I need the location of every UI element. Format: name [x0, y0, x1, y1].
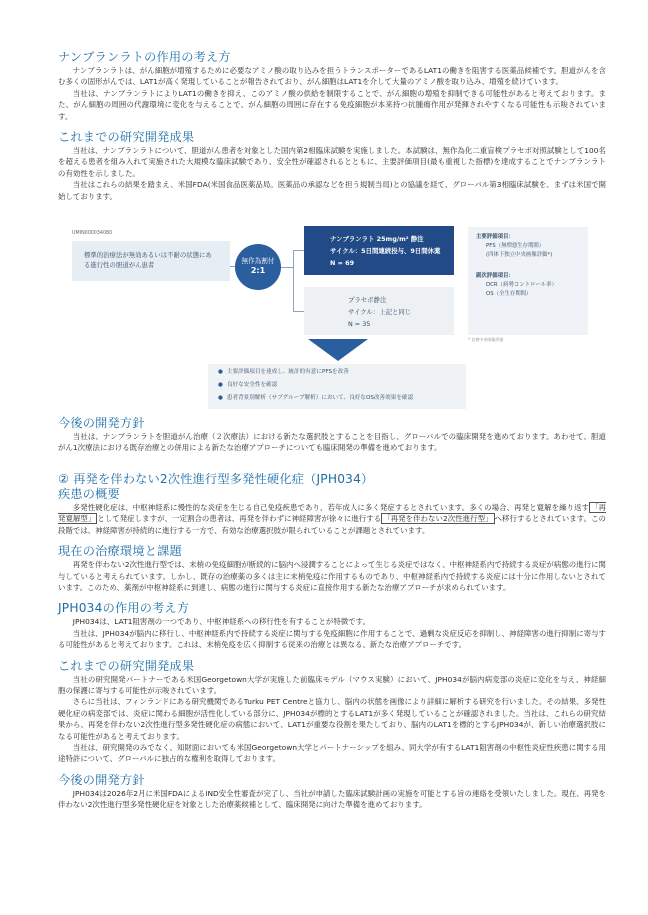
- result-item: ● 主要評価項目を達成し、統計的有意にPFSを改善: [218, 369, 349, 376]
- paragraph: さらに当社は、フィンランドにある研究機関であるTurku PET Centreと協力し、脳内の状態を画像により詳細に解析する研究を行いました。その結果、多発性硬化症の病変部では、炎症に関わる細胞が活性化している部分に、JPH034が標的とするLAT1が多く発現していることが確認されました。当社は、これらの研究結果から、再発を伴わない2次性進行型多発性硬化症の病態において、LAT1が重要な役割を果たしており、脳内のLAT1を標的とするJPH034が、新しい治療選択肢になる可能性があると考えております。: [58, 697, 606, 741]
- paragraph: 当社は、研究開発のみでなく、知財面においても米国Georgetown大学とパートナーシップを組み、同大学が有するLAT1阻害剤の中枢性炎症性疾患に関する用途特許について、グローバルに独占的な権利を取得しております。: [58, 742, 606, 764]
- randomization-ratio: 2:1: [250, 266, 266, 276]
- section-title-jph034-plan: 今後の開発方針: [58, 772, 145, 787]
- section-title-nanbranrat-results: これまでの研究開発成果: [58, 130, 195, 145]
- text: として発症しますが、一定割合の患者は、再発を伴わずに神経障害が徐々に進行する: [97, 514, 382, 524]
- result-item: ● 良好な安全性を確認: [218, 382, 278, 389]
- results-box: [208, 364, 466, 409]
- arm-n: N = 35: [348, 320, 371, 329]
- arm-cycle: サイクル：5日間連続投与、9日間休薬: [330, 247, 441, 256]
- section-title-disease-overview: 疾患の概要: [58, 486, 120, 501]
- trial-design-diagram: [58, 207, 606, 410]
- patient-population-box: 標準的治療法が無効あるいは不耐の状態にある進行性の胆道がん患者: [72, 241, 230, 281]
- trial-id: UMIN000034080: [72, 231, 113, 237]
- section-title-jph034-mechanism: JPH034の作用の考え方: [58, 601, 190, 616]
- result-text: 良好な安全性を確認: [226, 382, 278, 389]
- secondary-endpoint-item: DCR（病勢コントロール率）: [486, 282, 557, 289]
- paragraph: JPH034は2026年2月に米国FDAによるIND安全性審査が完了し、当社が申請した臨床試験計画の実施を可能とする旨の連絡を受領いたしました。現在、再発を伴わない2次性進行型多発性硬化症を対象とした治療薬候補として、臨床開発に向けた準備を進めております。: [58, 788, 606, 810]
- text: 多発性硬化症は、中枢神経系に慢性的な炎症を生じる自己免疫疾患であり、若年成人に多く発症するとされています。多くの場合、再発と寛解を繰り返す: [72, 502, 590, 512]
- paragraph: 当社は、ナンブランラトによりLAT1の働きを抑え、このアミノ酸の供給を制限することで、がん細胞の増殖を抑制できる可能性があると考えております。また、がん細胞の周囲の代謝環境に変化を与えることで、がん細胞の周囲に存在する免疫細胞が本来持つ抗腫瘍作用が発揮されやすくなる可能性も示唆されています。: [58, 88, 606, 121]
- paragraph: 当社はこれらの結果を踏まえ、米国FDA(米国食品医薬品局。医薬品の承認などを担う規制当局)との協議を経て、グローバル第3相臨床試験を、まずは米国で開始しております。: [58, 180, 606, 201]
- secondary-endpoint-item: OS（全生存期間）: [486, 291, 532, 298]
- primary-endpoint-title: 主要評価項目：: [476, 234, 514, 241]
- paragraph: [58, 502, 606, 536]
- section-title-treatment-environment: 現在の治療環境と課題: [58, 544, 182, 559]
- placebo-arm-box: [304, 287, 454, 335]
- result-text: 主要評価項目を達成し、統計的有意にPFSを改善: [226, 369, 349, 376]
- secondary-endpoint-title: 副次評価項目：: [476, 273, 514, 280]
- primary-endpoint-item: (四体下独立中央画像評価*): [486, 252, 553, 259]
- paragraph: 再発を伴わない2次性進行型では、末梢の免疫細胞が断続的に脳内へ浸潤することによって生じる炎症ではなく、中枢神経系内で持続する炎症が病態の進行に関与していると考えられています。しかし、既存の治療薬の多くは主に末梢免疫に作用するものであり、中枢神経系内で持続する炎症には十分に作用しないとされています。このため、薬剤が中枢神経系に到達し、病態の進行に関与する炎症に直接作用する新たな治療アプローチが求められています。: [58, 560, 606, 592]
- footnote: * 盲検中央画像評価: [468, 337, 504, 343]
- section-title-jph034: ② 再発を伴わない2次性進行型多発性硬化症（JPH034）: [58, 471, 374, 486]
- paragraph: ナンブランラトは、がん細胞が増殖するために必要なアミノ酸の取り込みを担うトランスポーターであるLAT1の働きを阻害する医薬品候補です。胆道がんを含む多くの固形がんでは、LAT1が高く発現していることが報告されており、がん細胞はLAT1を介して大量のアミノ酸を取り込み、増殖を続けています。: [58, 66, 606, 87]
- randomization-circle: [235, 244, 281, 290]
- document-page: [58, 50, 606, 811]
- paragraph: JPH034は、LAT1阻害剤の一つであり、中枢神経系への移行性を有することが特徴です。: [72, 617, 370, 627]
- result-text: 患者背景別解析（サブグループ解析）において、良好なOS改善効果を確認: [226, 395, 414, 402]
- randomization-label: 無作為割付: [241, 257, 275, 266]
- arm-dose: ナンブランラト 25mg/m² 静注: [330, 235, 424, 244]
- arm-dose: プラセボ静注: [348, 296, 387, 305]
- boxed-term: 「再発を伴わない2次性進行型」: [383, 514, 493, 524]
- treatment-arm-box: [304, 226, 454, 275]
- paragraph: 当社は、ナンブランラトを胆道がん治療（２次療法）における新たな選択肢とすることを目指し、グローバルでの臨床開発を進めております。あわせて、胆道がん1次療法における既存治療との併用による新たな治療アプローチについても臨床開発の準備を進めております。: [58, 432, 606, 453]
- paragraph: 当社の研究開発パートナーである米国Georgetown大学が実施した前臨床モデル（マウス実験）において、JPH034が脳内病変部の炎症に変化を与え、神経細胞の保護に寄与する可能性が示唆されています。: [58, 674, 606, 695]
- arm-cycle: サイクル：上記と同じ: [348, 308, 412, 317]
- paragraph: 当社は、ナンブランラトについて、胆道がん患者を対象とした国内第2相臨床試験を実施しました。本試験は、無作為化二重盲検プラセボ対照試験として100名を超える患者を組み入れて実施された大規模な臨床試験であり、安全性が確認されるとともに、主要評価項目(最も重視した指標)を達成することでナンブランラトの有効性を示しました。: [58, 146, 606, 178]
- paragraph: 当社は、JPH034が脳内に移行し、中枢神経系内で持続する炎症に関与する免疫細胞に作用することで、過剰な炎症反応を抑制し、神経障害の進行抑制に寄与する可能性があると考えております。これは、末梢免疫を広く抑制する従来の治療とは異なる、新たな治療アプローチです。: [58, 628, 606, 650]
- boxed-term: 「再発寛解型」: [58, 502, 606, 524]
- text: へ移行するとされています。この段階では、神経障害が持続的に進行する一方で、有効な治療選択肢が限られていることが課題とされています。: [58, 514, 606, 535]
- section-title-jph034-results: これまでの研究開発成果: [58, 658, 195, 673]
- arm-n: N = 69: [330, 259, 355, 268]
- section-title-nanbranrat-plan: 今後の開発方針: [58, 416, 145, 431]
- endpoints-box: [468, 227, 588, 335]
- chevron-down-icon: [308, 339, 368, 363]
- result-item: ● 患者背景別解析（サブグループ解析）において、良好なOS改善効果を確認: [218, 395, 414, 402]
- primary-endpoint-item: PFS（無増悪生存期間）: [486, 243, 545, 250]
- section-title-nanbranrat-mechanism: ナンブランラトの作用の考え方: [58, 50, 231, 64]
